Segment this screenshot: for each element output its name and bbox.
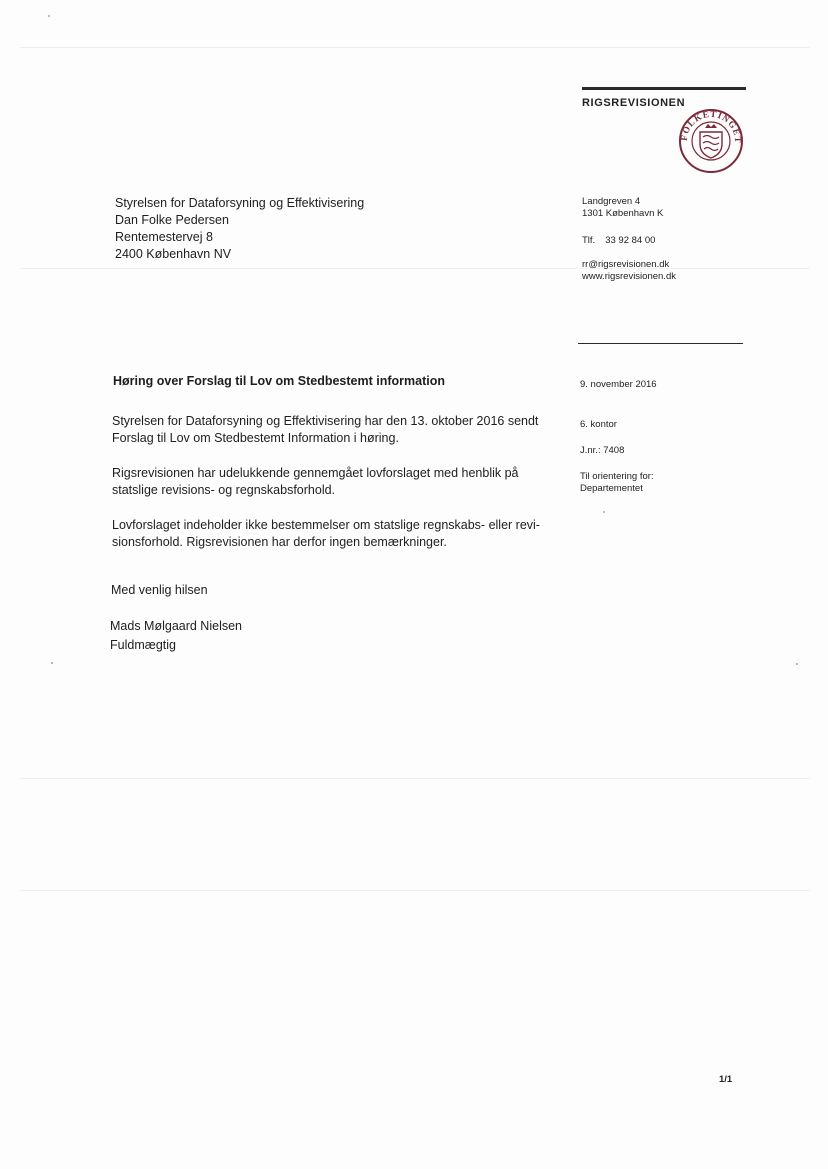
letterhead-rule <box>582 87 746 90</box>
letter-subject: Høring over Forslag til Lov om Stedbestemt information <box>113 374 445 388</box>
sender-contact <box>582 259 676 283</box>
recipient-address <box>115 195 364 263</box>
phone-label: Tlf. <box>582 235 596 246</box>
sender-address-line1: Landgreven 4 <box>582 196 641 207</box>
folketinget-seal-icon <box>678 108 744 174</box>
paragraph-1-line1: Styrelsen for Dataforsyning og Effektivisering har den 13. oktober 2016 sendt <box>112 414 539 428</box>
office-reference: 6. kontor <box>580 419 617 430</box>
recipient-line2: Dan Folke Pedersen <box>115 213 229 227</box>
recipient-line3: Rentemestervej 8 <box>115 230 213 244</box>
scan-speck <box>51 662 53 664</box>
phone-number: 33 92 84 00 <box>605 235 656 246</box>
letter-date: 9. november 2016 <box>580 379 657 390</box>
sender-address-line2: 1301 København K <box>582 208 664 219</box>
scan-speck <box>48 15 50 17</box>
page-number: 1/1 <box>719 1074 733 1085</box>
scan-artifact-line <box>20 890 810 891</box>
cc-label: Til orientering for: <box>580 471 654 482</box>
scan-artifact-line <box>20 778 810 779</box>
sender-website: www.rigsrevisionen.dk <box>582 271 676 282</box>
scan-speck <box>796 663 798 665</box>
recipient-line4: 2400 København NV <box>115 247 232 261</box>
scan-artifact-line <box>20 268 810 269</box>
scan-speck <box>603 511 605 513</box>
signature-block <box>110 617 242 655</box>
paragraph-2 <box>112 465 552 499</box>
paragraph-3 <box>112 517 552 551</box>
cc-block <box>580 471 654 495</box>
svg-text:FOLKETINGET: FOLKETINGET <box>678 108 744 144</box>
paragraph-2-line2: statslige revisions- og regnskabsforhold. <box>112 483 336 497</box>
sender-email: rr@rigsrevisionen.dk <box>582 259 670 270</box>
journal-number: J.nr.: 7408 <box>580 445 625 456</box>
signer-title: Fuldmægtig <box>110 638 176 652</box>
paragraph-1 <box>112 413 552 447</box>
cc-value: Departementet <box>580 483 643 494</box>
paragraph-3-line1: Lovforslaget indeholder ikke bestemmelser om statslige regnskabs- eller revi- <box>112 518 540 532</box>
paragraph-1-line2: Forslag til Lov om Stedbestemt Information i høring. <box>112 431 399 445</box>
sender-address <box>582 196 663 220</box>
paragraph-3-line2: sionsforhold. Rigsrevisionen har derfor ingen bemærkninger. <box>112 535 447 549</box>
recipient-line1: Styrelsen for Dataforsyning og Effektivisering <box>115 196 365 210</box>
scan-artifact-line <box>20 47 810 48</box>
paragraph-2-line1: Rigsrevisionen har udelukkende gennemgået lovforslaget med henblik på <box>112 466 519 480</box>
sender-phone <box>582 235 655 246</box>
closing-greeting: Med venlig hilsen <box>111 583 208 597</box>
meta-rule <box>578 343 743 344</box>
organization-name: RIGSREVISIONEN <box>582 97 686 109</box>
signer-name: Mads Mølgaard Nielsen <box>110 619 242 633</box>
